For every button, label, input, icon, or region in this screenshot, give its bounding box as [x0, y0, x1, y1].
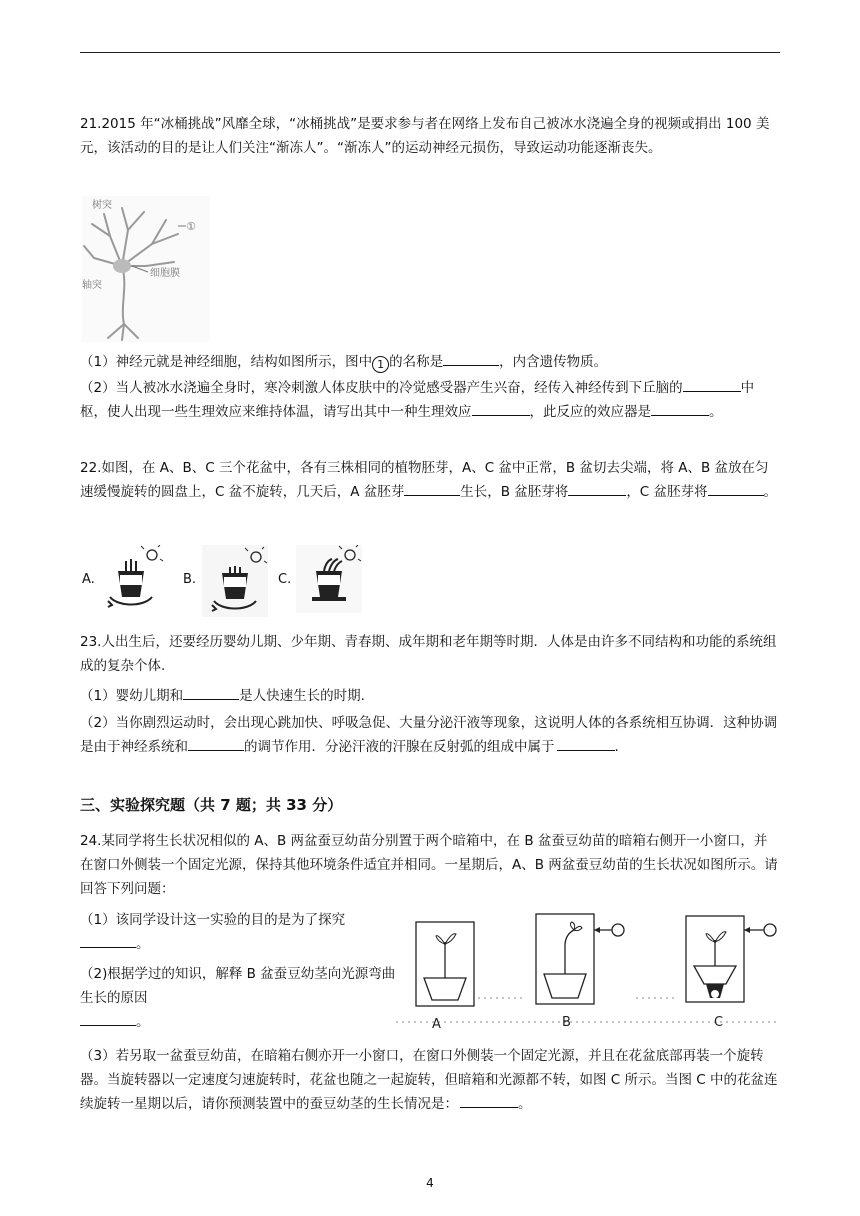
header-rule — [80, 52, 780, 53]
q24-part2: （2)根据学过的知识，解释 B 盆蚕豆幼茎向光源弯曲生长的原因 。 — [80, 966, 396, 1030]
neuron-figure — [82, 196, 210, 342]
option-b-label: B. — [183, 572, 197, 587]
q21-intro: 21.2015 年“冰桶挑战”风靡全球，“冰桶挑战”是要求参与者在网络上发布自己被冰水浇遍全身的视频或捐出 100 美元，该活动的目的是让人们关注“渐冻人”。“渐冻人”的运动神经元损伤，导致运动功能逐渐丧失。 — [80, 116, 770, 156]
answer-blank[interactable] — [404, 481, 460, 496]
answer-blank[interactable] — [443, 351, 499, 366]
answer-blank[interactable] — [557, 736, 615, 751]
option-a-label: A. — [82, 572, 95, 587]
axon-label: 轴突 — [82, 280, 102, 291]
page-number: 4 — [426, 1176, 434, 1190]
answer-blank[interactable] — [683, 377, 741, 392]
marker-label: ① — [186, 220, 196, 233]
bean-experiment-figure — [396, 910, 792, 1034]
q23-part2: （2）当你剧烈运动时，会出现心跳加快、呼吸急促、大量分泌汗液等现象，这说明人体的各系统相互协调．这种协调是由于神经系统和 的调节作用．分泌汗液的汗腺在反射弧的组成中属于 . — [80, 715, 778, 755]
section-3-heading: 三、实验探究题（共 7 题；共 33 分） — [80, 796, 343, 814]
answer-blank[interactable] — [80, 933, 136, 948]
q23-intro: 23.人出生后，还要经历婴幼儿期、少年期、青春期、成年期和老年期等时期．人体是由许多不同结构和功能的系统组成的复杂个体. — [80, 634, 777, 674]
pot-c-figure — [296, 545, 362, 613]
q24-intro: 24.某同学将生长状况相似的 A、B 两盆蚕豆幼苗分别置于两个暗箱中，在 B 盆蚕豆幼苗的暗箱右侧开一小窗口，并在窗口外侧装一个固定光源，保持其他环境条件适宜并相同。一星期后，A、B 两盆蚕豆幼苗的生长状况如图所示。请回答下列问题： — [80, 833, 778, 897]
figure-label-a: A — [432, 1017, 441, 1032]
q21-part1: （1）神经元就是神经细胞，结构如图所示，图中 1 的名称是 ，内含遗传物质。 — [80, 350, 780, 374]
q23-part1: （1）婴幼儿期和 是人快速生长的时期. — [80, 684, 780, 708]
figure-label-c: C — [714, 1015, 724, 1030]
answer-blank[interactable] — [568, 481, 626, 496]
dendrite-label: 树突 — [92, 200, 112, 211]
q22-intro: 22.如图，在 A、B、C 三个花盆中，各有三株相同的植物胚芽，A、C 盆中正常，B 盆切去尖端，将 A、B 盆放在匀速缓慢旋转的圆盘上，C 盆不旋转，几天后，A 盆胚芽 生长，B 盆胚芽将 ，C 盆胚芽将 。 — [80, 460, 778, 500]
answer-blank[interactable] — [188, 736, 244, 751]
answer-blank[interactable] — [651, 401, 709, 416]
answer-blank[interactable] — [183, 685, 239, 700]
q24-part1: （1）该同学设计这一实验的目的是为了探究 。 — [80, 912, 346, 952]
answer-blank[interactable] — [460, 1093, 518, 1108]
answer-blank[interactable] — [472, 401, 530, 416]
answer-blank[interactable] — [80, 1011, 136, 1026]
pot-b-figure — [202, 545, 268, 617]
answer-blank[interactable] — [708, 481, 764, 496]
figure-label-b: B — [562, 1015, 571, 1030]
q21-part2: （2）当人被冰水浇遍全身时，寒冷刺激人体皮肤中的冷觉感受器产生兴奋，经传入神经传到下丘脑的 中枢，使人出现一些生理效应来维持体温，请写出其中一种生理效应 ，此反应的效应器是 。 — [80, 376, 780, 424]
pot-a-figure — [98, 545, 164, 613]
cell-body-label: 细胞膜 — [150, 268, 180, 279]
option-c-label: C. — [278, 572, 292, 587]
circled-number-1: 1 — [372, 356, 389, 373]
q24-part3: （3）若另取一盆蚕豆幼苗，在暗箱右侧亦开一小窗口，在窗口外侧装一个固定光源，并且在花盆底部再装一个旋转器。当旋转器以一定速度匀速旋转时，花盆也随之一起旋转，但暗箱和光源都不转，如图 C 所示。当图 C 中的花盆连续旋转一星期以后，请你预测装置中的蚕豆幼茎的生长情况是： 。 — [80, 1048, 778, 1112]
